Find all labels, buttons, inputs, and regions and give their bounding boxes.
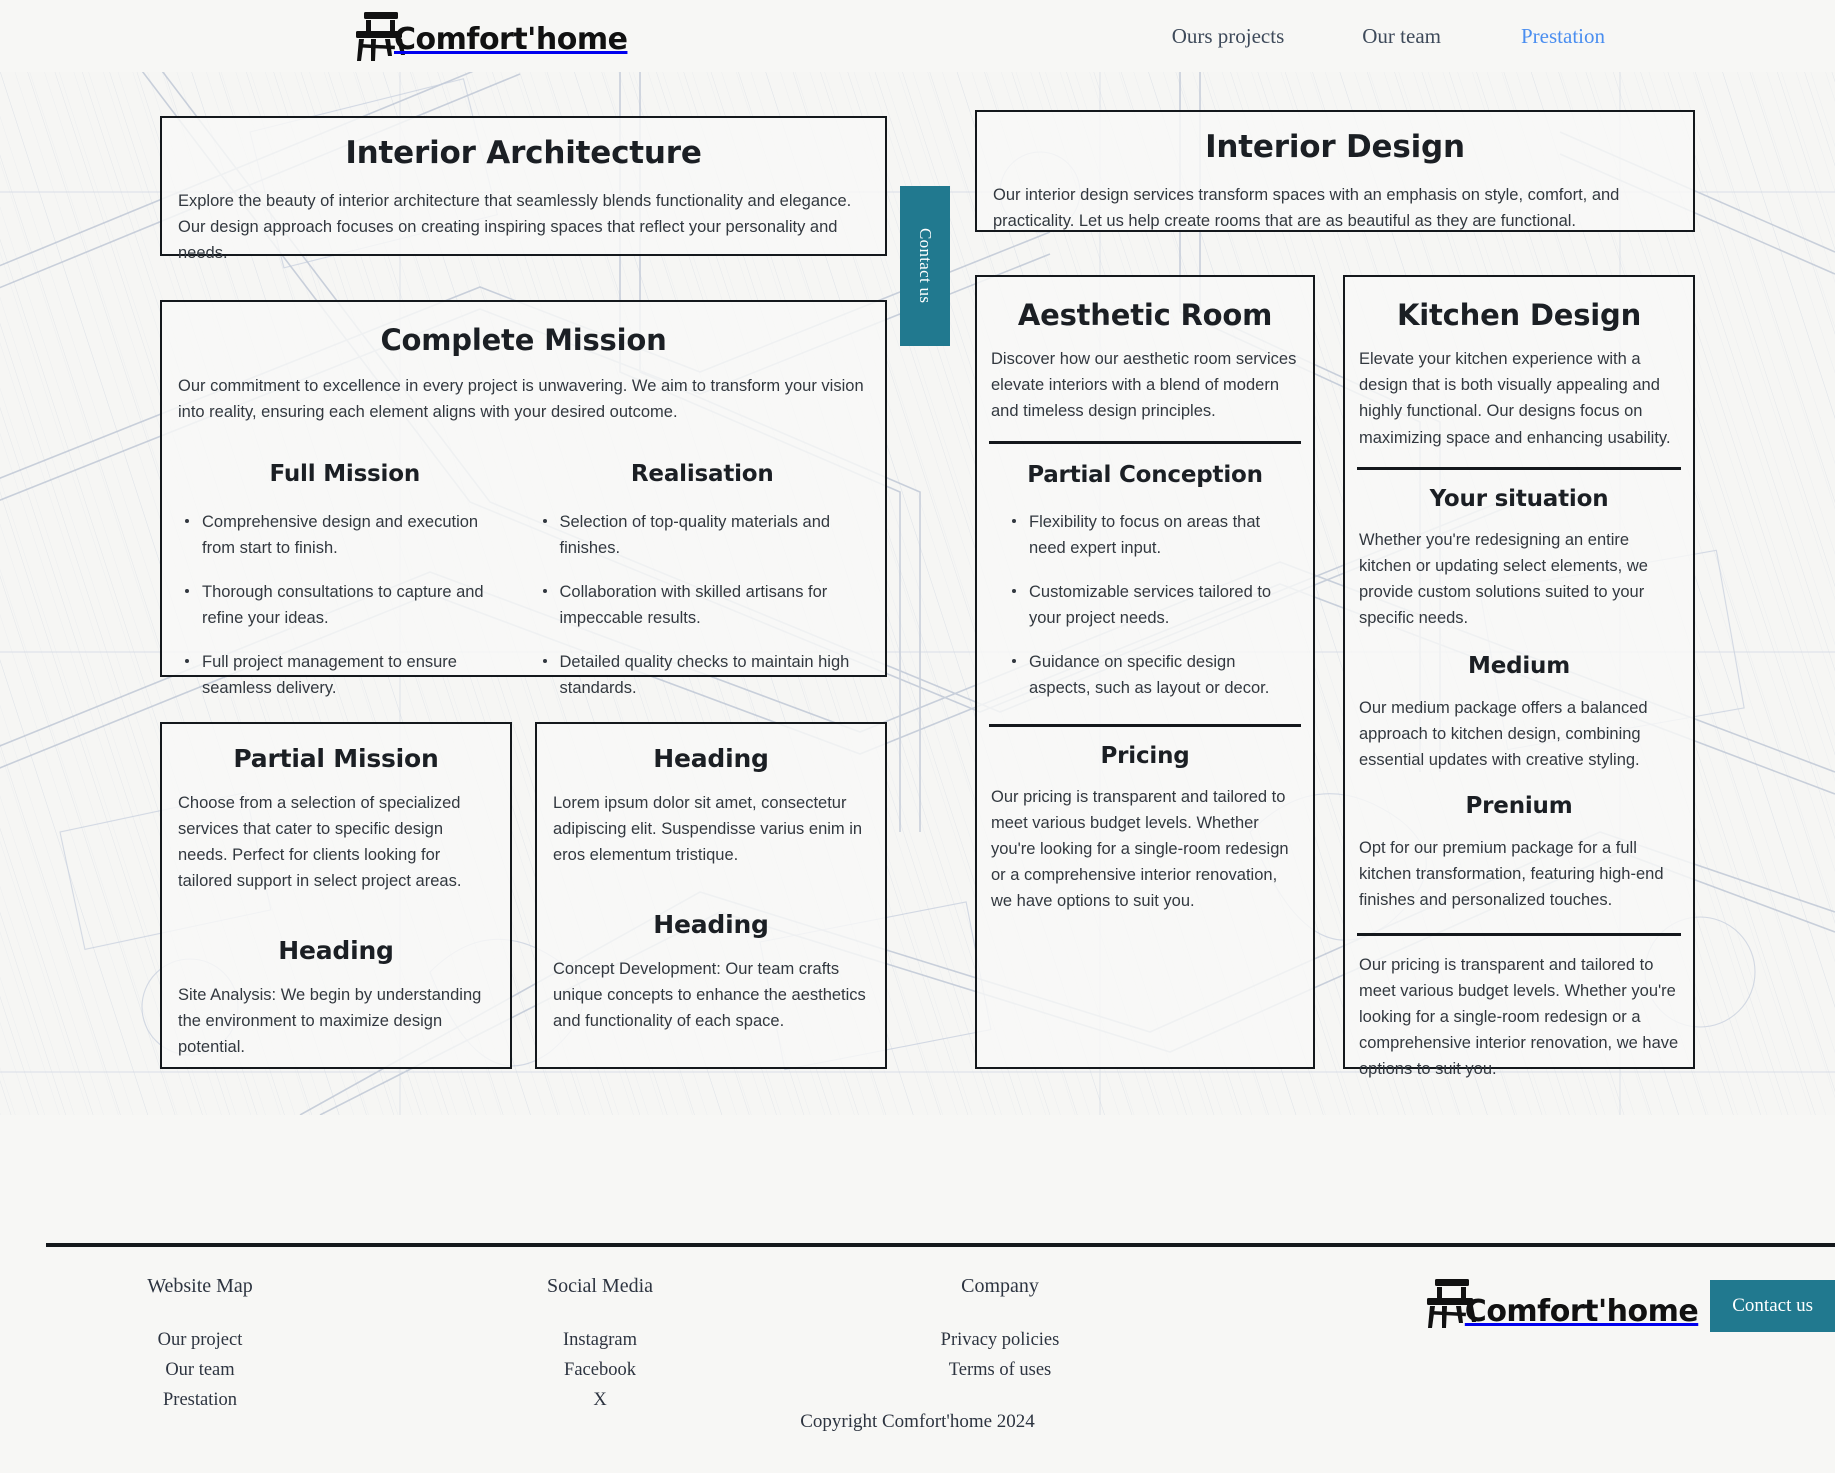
- footer-heading-website-map: Website Map: [147, 1275, 253, 1297]
- complete-mission-body: Our commitment to excellence in every project is unwavering. We aim to transform your vision into reality, ensuring each element aligns with your desired outcome.: [178, 377, 864, 422]
- interior-design-title: Interior Design: [1205, 129, 1465, 165]
- card-aesthetic-room: [975, 275, 1315, 1069]
- partial-mission-sub-heading: Heading: [278, 936, 394, 966]
- copyright-text: Copyright Comfort'home 2024: [800, 1411, 1035, 1432]
- kitchen-design-body: Elevate your kitchen experience with a design that is both visually appealing and highly functional. Our designs focus on maximizing space and enhancing usability.: [1359, 350, 1671, 447]
- pricing-heading: Pricing: [1100, 742, 1190, 769]
- footer-link-instagram[interactable]: Instagram: [563, 1330, 637, 1350]
- footer-link-our-project[interactable]: Our project: [157, 1330, 243, 1350]
- complete-mission-title: Complete Mission: [380, 323, 667, 357]
- card-kitchen-design: [1343, 275, 1695, 1079]
- nav-item-ours-projects[interactable]: Ours projects: [1171, 23, 1285, 48]
- aesthetic-pricing-body: Our pricing is transparent and tailored to meet various budget levels. Whether you're looking for a single-room redesign or a comprehensive interior renovation, we have options to suit you.: [991, 788, 1289, 911]
- complete-mission-column-realisation: [536, 461, 870, 701]
- full-mission-list: [178, 509, 512, 701]
- interior-architecture-body: Explore the beauty of interior architecture that seamlessly blends functionality and elegance. Our design approach focuses on creating inspiring spaces that reflect your personality and needs.: [178, 191, 852, 262]
- footer-link-prestation[interactable]: Prestation: [163, 1389, 237, 1410]
- heading-card-sub-heading: Heading: [653, 910, 769, 940]
- premium-body: Opt for our premium package for a full kitchen transformation, featuring high-end finishes and personalized touches.: [1359, 838, 1664, 909]
- contact-us-side-tab-label: Contact us: [916, 228, 935, 304]
- interior-architecture-title: Interior Architecture: [345, 135, 702, 171]
- footer-logo-wordmark: Comfort'home: [1464, 1294, 1699, 1329]
- card-interior-design: [975, 110, 1695, 232]
- premium-heading: Prenium: [1465, 793, 1573, 820]
- card-interior-architecture: [160, 116, 887, 262]
- footer-divider: [46, 1243, 1835, 1247]
- footer-column-company: [800, 1275, 1200, 1416]
- your-situation-heading: Your situation: [1429, 485, 1609, 512]
- kitchen-pricing-body: Our pricing is transparent and tailored to meet various budget levels. Whether you're looking for a single-room redesign or a comprehensive interior renovation, we have options to suit you.: [1359, 956, 1679, 1079]
- partial-conception-heading: Partial Conception: [1027, 461, 1263, 488]
- aesthetic-room-title: Aesthetic Room: [1017, 298, 1273, 332]
- main-content: [0, 72, 1835, 1115]
- logo-wordmark: Comfort'home: [394, 22, 628, 57]
- site-logo[interactable]: [352, 10, 627, 62]
- interior-design-body: Our interior design services transform spaces with an emphasis on style, comfort, and practicality. Let us help create rooms that are as beautiful as they are functional.: [993, 185, 1620, 230]
- list-item: Flexibility to focus on areas that need expert input.: [1005, 509, 1295, 561]
- complete-mission-columns: [162, 425, 885, 701]
- list-item: Guidance on specific design aspects, such as layout or decor.: [1005, 649, 1295, 701]
- full-mission-heading: Full Mission: [269, 461, 421, 488]
- kitchen-divider-2-wrap: [1345, 913, 1693, 936]
- partial-mission-body: Choose from a selection of specialized services that cater to specific design needs. Perfect for clients looking for tailored support in select project areas.: [178, 794, 462, 891]
- realisation-heading: Realisation: [630, 461, 774, 488]
- medium-heading: Medium: [1468, 653, 1570, 680]
- your-situation-body: Whether you're redesigning an entire kitchen or updating select elements, we provide custom solutions suited to your specific needs.: [1359, 531, 1648, 628]
- footer-heading-social-media: Social Media: [546, 1275, 654, 1297]
- footer-link-our-team[interactable]: Our team: [165, 1359, 235, 1380]
- heading-card-sub-body: Concept Development: Our team crafts unique concepts to enhance the aesthetics and functionality of each space.: [553, 960, 866, 1031]
- list-item: Customizable services tailored to your project needs.: [1005, 579, 1295, 631]
- list-item: Collaboration with skilled artisans for impeccable results.: [536, 579, 870, 631]
- list-item: Detailed quality checks to maintain high standards.: [536, 649, 870, 701]
- contact-us-side-tab[interactable]: [900, 186, 950, 346]
- footer-link-x[interactable]: X: [593, 1389, 607, 1410]
- partial-mission-sub-body: Site Analysis: We begin by understanding the environment to maximize design potential.: [178, 986, 482, 1057]
- list-item: Full project management to ensure seamless delivery.: [178, 649, 512, 701]
- footer-contact-us-button[interactable]: Contact us: [1710, 1280, 1835, 1332]
- card-complete-mission: [160, 300, 887, 698]
- nav-item-our-team[interactable]: Our team: [1362, 23, 1441, 48]
- footer-logo[interactable]: [1423, 1277, 1698, 1334]
- realisation-list: [536, 509, 870, 701]
- aesthetic-room-body: Discover how our aesthetic room services elevate interiors with a blend of modern and timeless design principles.: [991, 350, 1297, 421]
- nav-item-prestation[interactable]: Prestation: [1521, 23, 1605, 48]
- site-header: [0, 0, 1835, 72]
- card-partial-mission: [160, 722, 512, 1069]
- kitchen-divider-1-wrap: [1345, 451, 1693, 470]
- list-item: Thorough consultations to capture and refine your ideas.: [178, 579, 512, 631]
- site-footer: [0, 1115, 1835, 1473]
- medium-body: Our medium package offers a balanced approach to kitchen design, combining essential updates with creative styling.: [1359, 699, 1648, 770]
- main-navigation: [1172, 0, 1835, 72]
- footer-link-privacy-policies[interactable]: Privacy policies: [940, 1330, 1060, 1350]
- footer-column-website-map: [0, 1275, 400, 1416]
- list-item: Selection of top-quality materials and finishes.: [536, 509, 870, 561]
- footer-link-facebook[interactable]: Facebook: [564, 1359, 636, 1380]
- footer-heading-company: Company: [961, 1275, 1039, 1297]
- footer-column-social-media: [400, 1275, 800, 1416]
- partial-conception-list: [977, 489, 1313, 701]
- kitchen-design-title: Kitchen Design: [1396, 298, 1642, 332]
- heading-card-title: Heading: [653, 744, 769, 773]
- footer-link-terms-of-uses[interactable]: Terms of uses: [948, 1359, 1052, 1380]
- complete-mission-column-full: [178, 461, 512, 701]
- aesthetic-divider-2-wrap: [977, 702, 1313, 727]
- partial-mission-title: Partial Mission: [233, 744, 439, 773]
- aesthetic-divider-1-wrap: [977, 425, 1313, 444]
- list-item: Comprehensive design and execution from start to finish.: [178, 509, 512, 561]
- heading-card-body: Lorem ipsum dolor sit amet, consectetur adipiscing elit. Suspendisse varius enim in eros elementum tristique.: [553, 794, 863, 865]
- card-heading: [535, 722, 887, 1069]
- footer-brand-area: [1423, 1277, 1835, 1334]
